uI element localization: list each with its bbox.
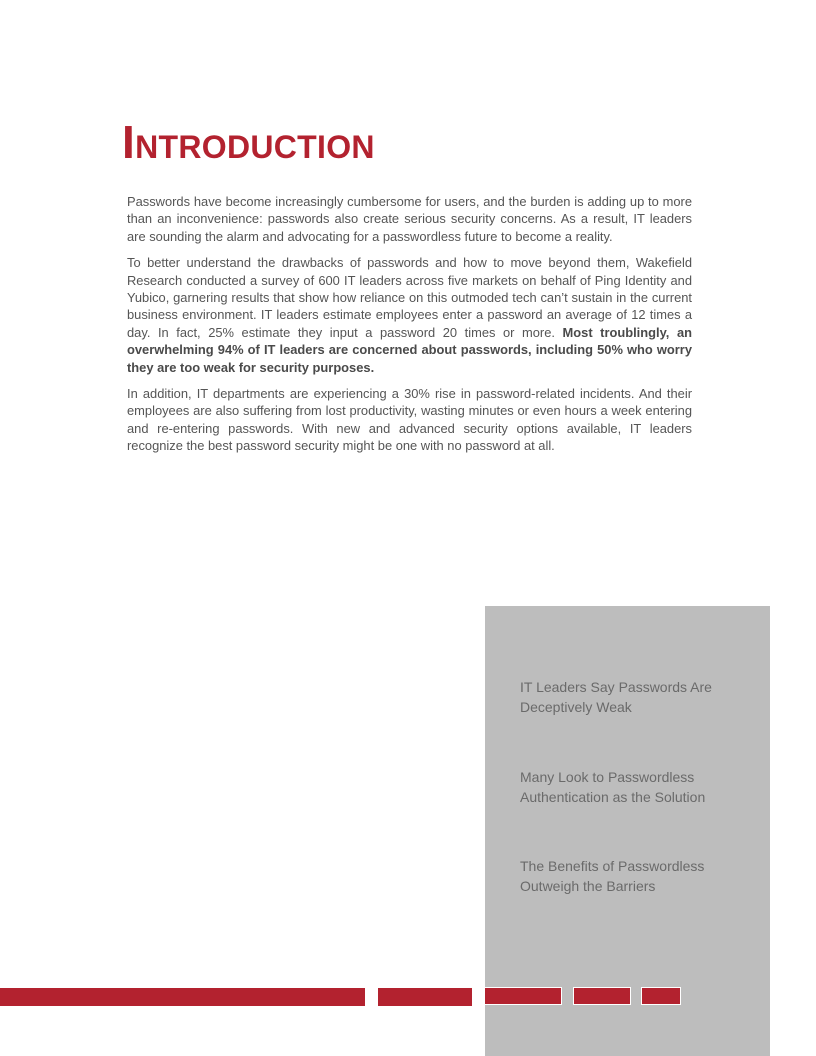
page-title-initial: I	[122, 116, 136, 168]
footer-bar-3	[484, 987, 562, 1005]
intro-paragraph-1: Passwords have become increasingly cumbersome for users, and the burden is adding up to more than an inconvenience: passwords also create serious security concerns. As a result, IT leaders are sounding the alarm and advocating for a passwordless future to become a reality.	[127, 194, 692, 244]
intro-paragraph-2	[127, 254, 692, 376]
intro-paragraph-2-text: To better understand the drawbacks of passwords and how to move beyond them, Wakefield Research conducted a survey of 600 IT leaders across five markets on behalf of Ping Identity and Yubico, garnering results that show how reliance on this outmoded tech can’t sustain in the current business environment. IT leaders estimate employees enter a password an average of 12 times a day. In fact, 25% estimate they input a password 20 times or more.	[127, 255, 692, 340]
footer-bar-1	[0, 988, 365, 1006]
page-title	[122, 118, 375, 171]
sidebar-item-benefits: The Benefits of Passwordless Outweigh the Barriers	[520, 858, 705, 894]
footer-bar-5	[641, 987, 681, 1005]
footer-bar-2	[378, 988, 472, 1006]
page-title-rest: NTRODUCTION	[135, 129, 375, 165]
intro-body	[127, 193, 692, 464]
sidebar-item-weak-passwords: IT Leaders Say Passwords Are Deceptively Weak	[520, 679, 712, 715]
footer-bar-4	[573, 987, 631, 1005]
sidebar-item-passwordless-solution: Many Look to Passwordless Authentication as the Solution	[520, 769, 706, 805]
intro-paragraph-3: In addition, IT departments are experiencing a 30% rise in password-related incidents. And their employees are also suffering from lost productivity, wasting minutes or even hours a week entering and re-entering passwords. With new and advanced security options available, IT leaders recognize the best password security might be one with no password at all.	[127, 386, 692, 454]
intro-paragraph-2-highlight: Most troublingly, an overwhelming 94% of IT leaders are concerned about passwords, including 50% who worry they are too weak for security purposes.	[127, 324, 692, 375]
